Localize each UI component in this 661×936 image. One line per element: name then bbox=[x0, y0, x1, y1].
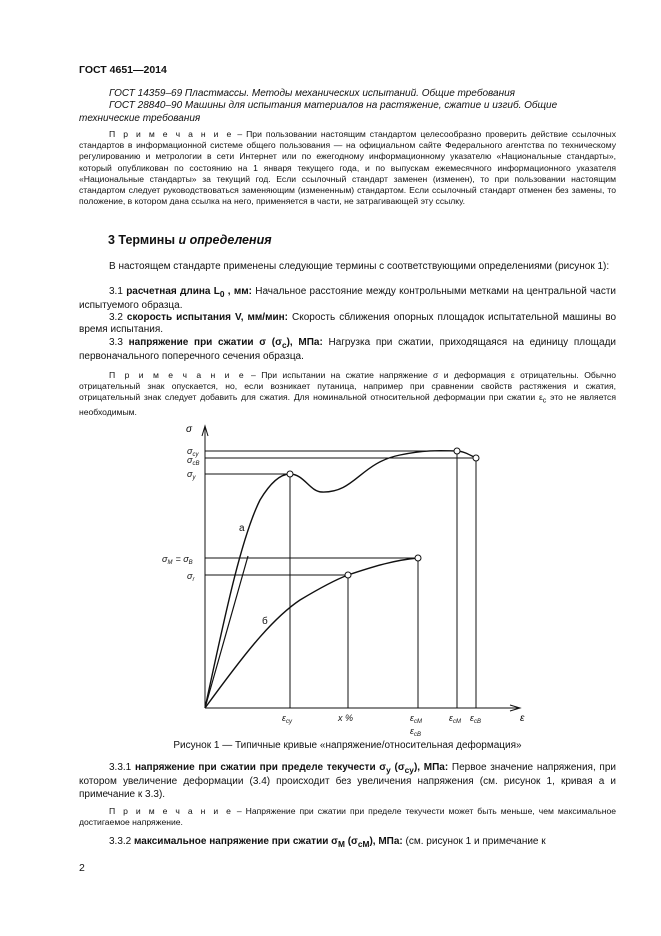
yield-point-marker bbox=[287, 471, 293, 477]
note-label: П р и м е ч а н и е bbox=[109, 370, 246, 380]
x-label-cM-top: $\varepsilon_{cM}$ bbox=[449, 713, 461, 725]
note-text: – Напряжение при сжатии при пределе текучести может быть меньше, чем максимальное достигаемое напряжение. bbox=[79, 806, 617, 828]
term-unit: , мм/мин: bbox=[240, 312, 289, 323]
term-number: 3.1 bbox=[109, 286, 127, 297]
term-subscript: cy bbox=[404, 765, 414, 775]
x-label-cB-top: $\varepsilon_{cB}$ bbox=[470, 713, 481, 725]
note-tail: это не является необходимым. bbox=[79, 392, 616, 418]
y-axis-label: σ bbox=[186, 424, 193, 435]
term-name: напряжение при сжатии при пределе текучести σ bbox=[134, 762, 387, 773]
figure-caption: Рисунок 1 — Типичные кривые «напряжение/относительная деформация» bbox=[173, 740, 522, 751]
term-name: напряжение при сжатии σ (σ bbox=[128, 337, 282, 348]
term-3-3-2 bbox=[79, 836, 616, 850]
reference-gost-28840: ГОСТ 28840–90 Машины для испытания материалов на растяжение, сжатие и изгиб. Общие технические требования bbox=[79, 100, 558, 124]
x-label-cM: $\varepsilon_{cM}$ bbox=[410, 713, 422, 725]
term-definition: Первое значение напряжения, при котором увеличение деформации (3.4) происходит без увеличения напряжения (см. рисунок 1, кривая а и примечание к 3.3). bbox=[79, 762, 616, 800]
x-label-cy: $\varepsilon_{cy}$ bbox=[282, 713, 292, 725]
term-definition: Начальное расстояние между контрольными метками на центральной части испытуемого образца. bbox=[79, 286, 616, 312]
term-subscript: y bbox=[386, 765, 391, 775]
standard-header: ГОСТ 4651—2014 bbox=[79, 64, 167, 76]
note-label: П р и м е ч а н и е bbox=[109, 806, 233, 816]
note-yield-stress bbox=[79, 806, 616, 828]
section-title-italic: и определения bbox=[178, 233, 272, 247]
term-subscript: 0 bbox=[219, 289, 225, 299]
term-name: расчетная длина L bbox=[126, 286, 220, 297]
term-subscript: c bbox=[281, 340, 287, 350]
term-subscript: M bbox=[337, 839, 345, 849]
break-point-marker-a bbox=[473, 455, 479, 461]
reference-gost-14359: ГОСТ 14359–69 Пластмассы. Методы механических испытаний. Общие требования bbox=[109, 88, 516, 99]
max-point-marker-a bbox=[454, 448, 460, 454]
x-label-x-percent: x % bbox=[338, 713, 354, 723]
y-label-cy: $\sigma_{cy}$ bbox=[187, 446, 199, 458]
term-number: 3.3.2 bbox=[109, 836, 135, 847]
term-unit: , мм: bbox=[224, 286, 252, 297]
curve-a bbox=[205, 451, 476, 708]
term-definition: (см. рисунок 1 и примечание к bbox=[402, 836, 546, 847]
initial-tangent bbox=[205, 556, 248, 708]
x-label-cB-low: $\varepsilon_{cB}$ bbox=[410, 726, 421, 738]
term-unit: ), МПа: bbox=[369, 836, 403, 847]
y-label-cB: $\sigma_{cB}$ bbox=[187, 455, 200, 467]
term-name: скорость испытания V bbox=[126, 312, 241, 323]
term-definition: Скорость сближения опорных площадок испытательной машины во время испытания. bbox=[79, 312, 617, 336]
note-text: – При испытании на сжатие напряжение σ и деформация ε отрицательны. Обычно отрицательный знак опускается, но, если возникает путаница, например при сравнении свойств растяжения и сжатия, отрицательный знак следует добавить для сжатия. Для номинальной относительной деформации при сжатии ε bbox=[79, 370, 617, 403]
x-percent-point-marker bbox=[345, 572, 351, 578]
y-label-r: $\sigma_r$ bbox=[187, 571, 195, 583]
section-title-part: 3 Термины bbox=[108, 233, 179, 247]
term-subscript: cM bbox=[357, 839, 370, 849]
term-unit: ), МПа: bbox=[286, 337, 323, 348]
term-name-part: (σ bbox=[344, 836, 358, 847]
y-label-y: $\sigma_y$ bbox=[187, 469, 196, 481]
note-label: П р и м е ч а н и е bbox=[109, 129, 234, 139]
intro-paragraph: В настоящем стандарте применены следующие термины с соответствующими определениями (рисунок 1): bbox=[109, 261, 610, 272]
page-number: 2 bbox=[79, 862, 85, 874]
max-point-marker-b bbox=[415, 555, 421, 561]
term-number: 3.2 bbox=[109, 312, 127, 323]
term-number: 3.3 bbox=[109, 337, 129, 348]
curve-b bbox=[205, 558, 418, 708]
term-name: максимальное напряжение при сжатии σ bbox=[134, 836, 338, 847]
curve-b-label: б bbox=[262, 616, 268, 627]
y-label-m: $\sigma_M = \sigma_B$ bbox=[162, 554, 193, 566]
curve-a-label: а bbox=[239, 523, 245, 534]
term-number: 3.3.1 bbox=[109, 762, 135, 773]
x-axis-label: ε bbox=[520, 713, 525, 724]
term-3-3-1 bbox=[79, 762, 616, 801]
term-name-part: (σ bbox=[390, 762, 405, 773]
note-text: – При пользовании настоящим стандартом целесообразно проверить действие ссылочных стандартов в информационной системе общего пользования — на официальном сайте Федерального агентства по техническому регулированию и метрологии в сети Интернет или по ежегодному информационному указателю «Национальные стандарты», который опубликован по состоянию на 1 января текущего года, и по выпускам ежемесячного информационного указателя «Национальные стандарты» за текущий год. Если ссылочный стандарт заменен (изменен), то при пользовании настоящим стандартом следует руководствоваться заменяющим (измененным) стандартом. Если ссылочный стандарт отменен без замены, то положение, в котором дана ссылка на него, применяется в части, не затрагивающей эту ссылку. bbox=[79, 129, 617, 207]
note-subscript: c bbox=[542, 397, 547, 406]
term-unit: ), МПа: bbox=[413, 762, 449, 773]
term-definition: Нагрузка при сжатии, приходящаяся на единицу площади первоначального поперечного сечения образца. bbox=[79, 337, 617, 363]
